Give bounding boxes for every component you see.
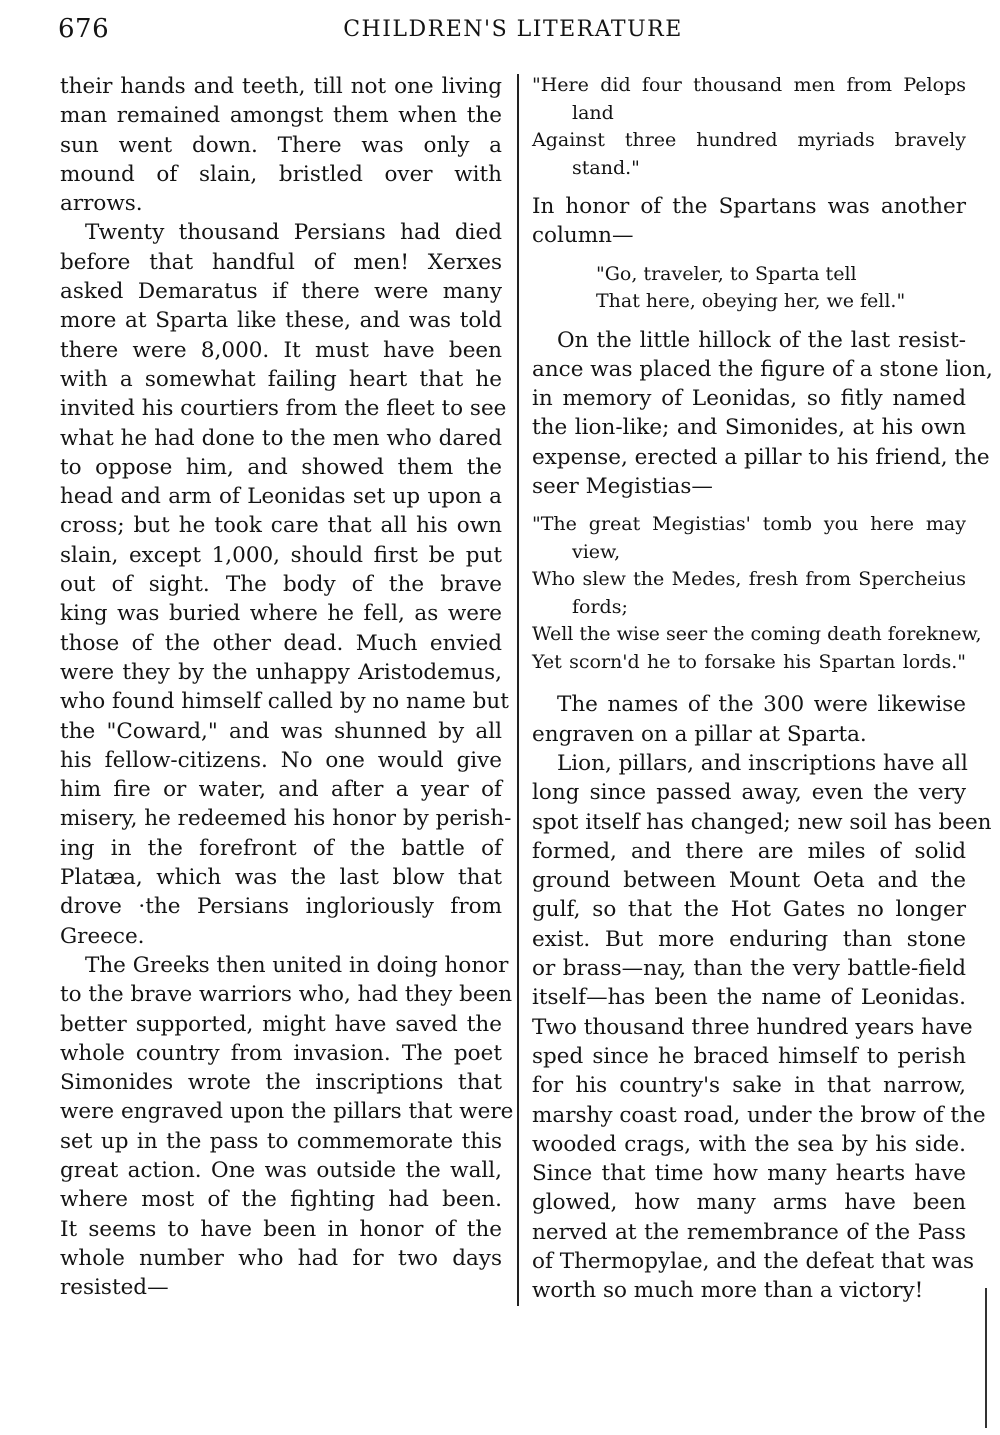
text-line: exist. But more enduring than stone — [532, 926, 966, 952]
verse-line: Yet scorn'd he to forsake his Spartan lords." — [532, 650, 966, 673]
text-line: were they by the unhappy Aristodemus, — [60, 659, 502, 685]
text-line: the lion-like; and Simonides, at his own — [532, 415, 966, 441]
text-line: sun went down. There was only a — [60, 132, 502, 158]
text-line: In honor of the Spartans was another — [532, 194, 966, 219]
text-line: engraven on a pillar at Sparta. — [532, 721, 867, 747]
text-line: gulf, so that the Hot Gates no longer — [532, 897, 966, 923]
column-divider — [517, 74, 519, 1306]
text-line: sped since he braced himself to perish — [532, 1043, 966, 1069]
text-line: formed, and there are miles of solid — [532, 838, 966, 864]
text-line: Greece. — [60, 923, 145, 949]
text-line: mound of slain, bristled over with — [60, 161, 502, 187]
text-line: slain, except 1,000, should first be put — [60, 542, 502, 568]
verse-line: "Here did four thousand men from Pelops — [532, 74, 966, 96]
verse-line: Well the wise seer the coming death foreknew, — [532, 623, 982, 646]
text-line: Lion, pillars, and inscriptions have all — [557, 750, 968, 776]
text-line: column— — [532, 223, 634, 249]
verse-block — [532, 511, 982, 676]
page-edge-mark — [985, 1288, 987, 1428]
text-line: were engraved upon the pillars that were — [60, 1099, 514, 1125]
text-line: wooded crags, with the sea by his side. — [532, 1131, 966, 1157]
text-line: who found himself called by no name but — [60, 689, 509, 715]
text-line: king was buried where he fell, as were — [60, 601, 502, 627]
text-line: itself—has been the name of Leonidas. — [532, 985, 966, 1011]
page-number: 676 — [58, 14, 110, 44]
text-line: asked Demaratus if there were many — [60, 279, 502, 305]
text-line: in memory of Leonidas, so fitly named — [532, 386, 966, 412]
text-line: cross; but he took care that all his own — [60, 513, 502, 539]
text-line: set up in the pass to commemorate this — [60, 1128, 502, 1154]
text-line: misery, he redeemed his honor by perish- — [60, 806, 512, 832]
text-line: the "Coward," and was shunned by all — [60, 718, 502, 744]
text-line: glowed, how many arms have been — [532, 1190, 966, 1216]
text-line: It seems to have been in honor of the — [60, 1216, 502, 1242]
text-line: there were 8,000. It must have been — [60, 337, 502, 363]
verse-line: fords; — [572, 595, 628, 618]
text-line: or brass—nay, than the very battle-field — [532, 956, 966, 982]
text-line: drove ·the Persians ingloriously from — [60, 894, 502, 920]
text-line: Two thousand three hundred years have — [532, 1014, 973, 1040]
verse-line: stand." — [572, 156, 640, 179]
text-line: invited his courtiers from the fleet to see — [60, 396, 507, 422]
text-line: spot itself has changed; new soil has been — [532, 809, 992, 835]
text-line: resisted— — [60, 1275, 169, 1301]
verse-block — [532, 261, 966, 316]
text-line: Since that time how many hearts have — [532, 1161, 966, 1187]
text-line: On the little hillock of the last resist- — [557, 327, 966, 353]
text-line: arrows. — [60, 191, 143, 217]
text-line: what he had done to the men who dared — [60, 425, 502, 451]
text-line: with a somewhat failing heart that he — [60, 366, 502, 392]
text-line: for his country's sake in that narrow, — [532, 1073, 966, 1099]
page-header — [58, 14, 968, 50]
text-line: out of sight. The body of the brave — [60, 572, 502, 598]
text-line: better supported, might have saved the — [60, 1011, 502, 1037]
text-line: Twenty thousand Persians had died — [85, 220, 502, 246]
text-line: ing in the forefront of the battle of — [60, 835, 502, 861]
text-line: of Thermopylae, and the defeat that was — [532, 1249, 975, 1275]
verse-block — [532, 72, 966, 182]
text-line: before that handful of men! Xerxes — [60, 249, 502, 275]
text-line: him fire or water, and after a year of — [60, 777, 502, 803]
text-line: great action. One was outside the wall, — [60, 1157, 502, 1183]
left-column — [60, 72, 514, 1302]
text-line: worth so much more than a victory! — [532, 1278, 924, 1304]
right-column — [532, 72, 993, 1306]
text-line: long since passed away, even the very — [532, 780, 966, 806]
text-line: Platæa, which was the last blow that — [60, 865, 502, 891]
verse-line: land — [572, 101, 614, 124]
text-line: to the brave warriors who, had they been — [60, 982, 513, 1008]
text-line: those of the other dead. Much envied — [60, 630, 502, 656]
running-title: CHILDREN'S LITERATURE — [343, 17, 683, 42]
text-line: whole number who had for two days — [60, 1245, 502, 1271]
text-line: more at Sparta like these, and was told — [60, 308, 502, 334]
text-line: expense, erected a pillar to his friend, the — [532, 444, 990, 470]
text-line: ground between Mount Oeta and the — [532, 868, 966, 894]
verse-line: "Go, traveler, to Sparta tell — [596, 262, 857, 285]
verse-line: view, — [572, 540, 621, 563]
text-line: The Greeks then united in doing honor — [85, 952, 509, 978]
text-line: man remained amongst them when the — [60, 103, 502, 129]
text-line: Simonides wrote the inscriptions that — [60, 1070, 502, 1096]
text-line: ance was placed the figure of a stone lion, — [532, 356, 993, 382]
text-line: his fellow-citizens. No one would give — [60, 747, 502, 773]
text-line: The names of the 300 were likewise — [557, 692, 966, 718]
verse-line: "The great Megistias' tomb you here may — [532, 513, 966, 536]
text-line: seer Megistias— — [532, 474, 713, 500]
verse-line: That here, obeying her, we fell." — [596, 290, 906, 313]
text-line: marshy coast road, under the brow of the — [532, 1102, 986, 1128]
verse-line: Who slew the Medes, fresh from Spercheius — [532, 568, 966, 591]
text-line: to oppose him, and showed them the — [60, 454, 502, 480]
text-line: their hands and teeth, till not one living — [60, 74, 502, 99]
text-line: nerved at the remembrance of the Pass — [532, 1219, 966, 1245]
verse-line: Against three hundred myriads bravely — [532, 129, 966, 151]
text-line: where most of the fighting had been. — [60, 1187, 502, 1213]
text-line: whole country from invasion. The poet — [60, 1040, 502, 1066]
text-line: head and arm of Leonidas set up upon a — [60, 484, 502, 510]
